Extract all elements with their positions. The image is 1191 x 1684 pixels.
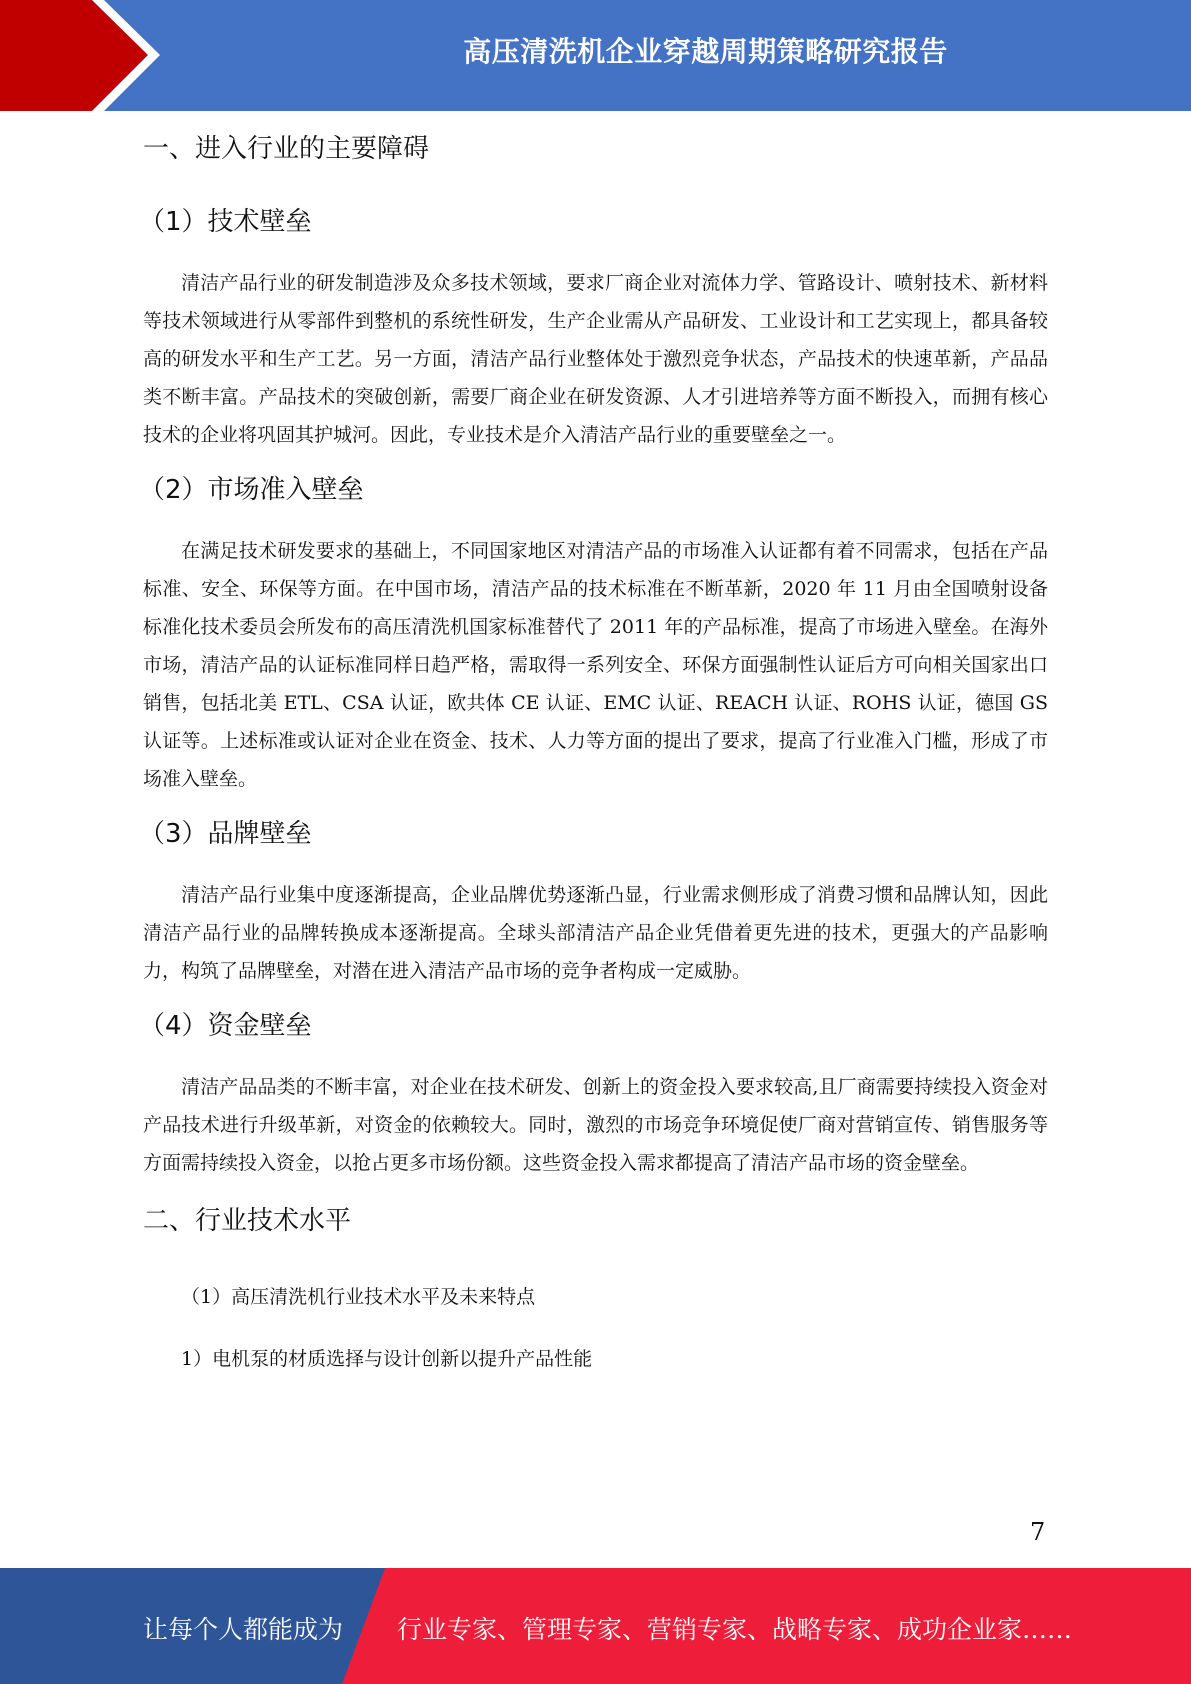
page-footer — [0, 1568, 1191, 1684]
document-body — [139, 128, 1048, 1378]
header-red-chevron — [0, 0, 160, 111]
page-header — [0, 0, 1191, 111]
barrier-text-market-access: 在满足技术研发要求的基础上，不同国家地区对清洁产品的市场准入认证都有着不同需求，包括在产品标准、安全、环保等方面。在中国市场，清洁产品的技术标准在不断革新，2020 年 11 月由全国喷射设备标准化技术委员会所发布的高压清洗机国家标准替代了 2011 年的产品标准，提高了市场进入壁垒。在海外市场，清洁产品的认证标准同样日趋严格，需取得一系列安全、环保方面强制性认证后方可向相关国家出口销售，包括北美 ETL、CSA 认证，欧共体 CE 认证、EMC 认证、REACH 认证、ROHS 认证，德国 GS 认证等。上述标准或认证对企业在资金、技术、人力等方面的提出了要求，提高了行业准入门槛，形成了市场准入壁垒。 — [143, 540, 1048, 790]
barrier-text-brand: 清洁产品行业集中度逐渐提高，企业品牌优势逐渐凸显，行业需求侧形成了消费习惯和品牌认知，因此清洁产品行业的品牌转换成本逐渐提高。全球头部清洁产品企业凭借着更先进的技术，更强大的产品影响力，构筑了品牌壁垒，对潜在进入清洁产品市场的竞争者构成一定威胁。 — [143, 884, 1048, 982]
footer-slogan-left: 让每个人都能成为 — [143, 1615, 344, 1644]
page-number: 7 — [1030, 1518, 1046, 1546]
barrier-heading-brand: （3）品牌壁垒 — [139, 819, 312, 849]
barrier-text-capital: 清洁产品品类的不断丰富，对企业在技术研发、创新上的资金投入要求较高,且厂商需要持续投入资金对产品技术进行升级革新，对资金的依赖较大。同时，激烈的市场竞争环境促使厂商对营销宣传、销售服务等方面需持续投入资金，以抢占更多市场份额。这些资金投入需求都提高了清洁产品市场的资金壁垒。 — [143, 1076, 1048, 1174]
section-heading-tech-level: 二、行业技术水平 — [143, 1206, 352, 1236]
barrier-heading-capital: （4）资金壁垒 — [139, 1011, 312, 1041]
barrier-heading-market-access: （2）市场准入壁垒 — [139, 475, 364, 505]
barrier-text-technology: 清洁产品行业的研发制造涉及众多技术领域，要求厂商企业对流体力学、管路设计、喷射技术、新材料等技术领域进行从零部件到整机的系统性研发，生产企业需从产品研发、工业设计和工艺实现上，都具备较高的研发水平和生产工艺。另一方面，清洁产品行业整体处于激烈竞争状态，产品技术的快速革新，产品品类不断丰富。产品技术的突破创新，需要厂商企业在研发资源、人才引进培养等方面不断投入，而拥有核心技术的企业将巩固其护城河。因此，专业技术是介入清洁产品行业的重要壁垒之一。 — [143, 272, 1048, 446]
footer-slogan-right: 行业专家、管理专家、营销专家、战略专家、成功企业家…… — [397, 1615, 1073, 1644]
report-title: 高压清洗机企业穿越周期策略研究报告 — [463, 35, 948, 68]
tech-subheading-2: 1）电机泵的材质选择与设计创新以提升产品性能 — [181, 1348, 593, 1370]
tech-subheading-1: （1）高压清洗机行业技术水平及未来特点 — [181, 1286, 536, 1308]
barrier-heading-technology: （1）技术壁垒 — [139, 207, 312, 237]
section-heading-barriers: 一、进入行业的主要障碍 — [143, 134, 430, 164]
